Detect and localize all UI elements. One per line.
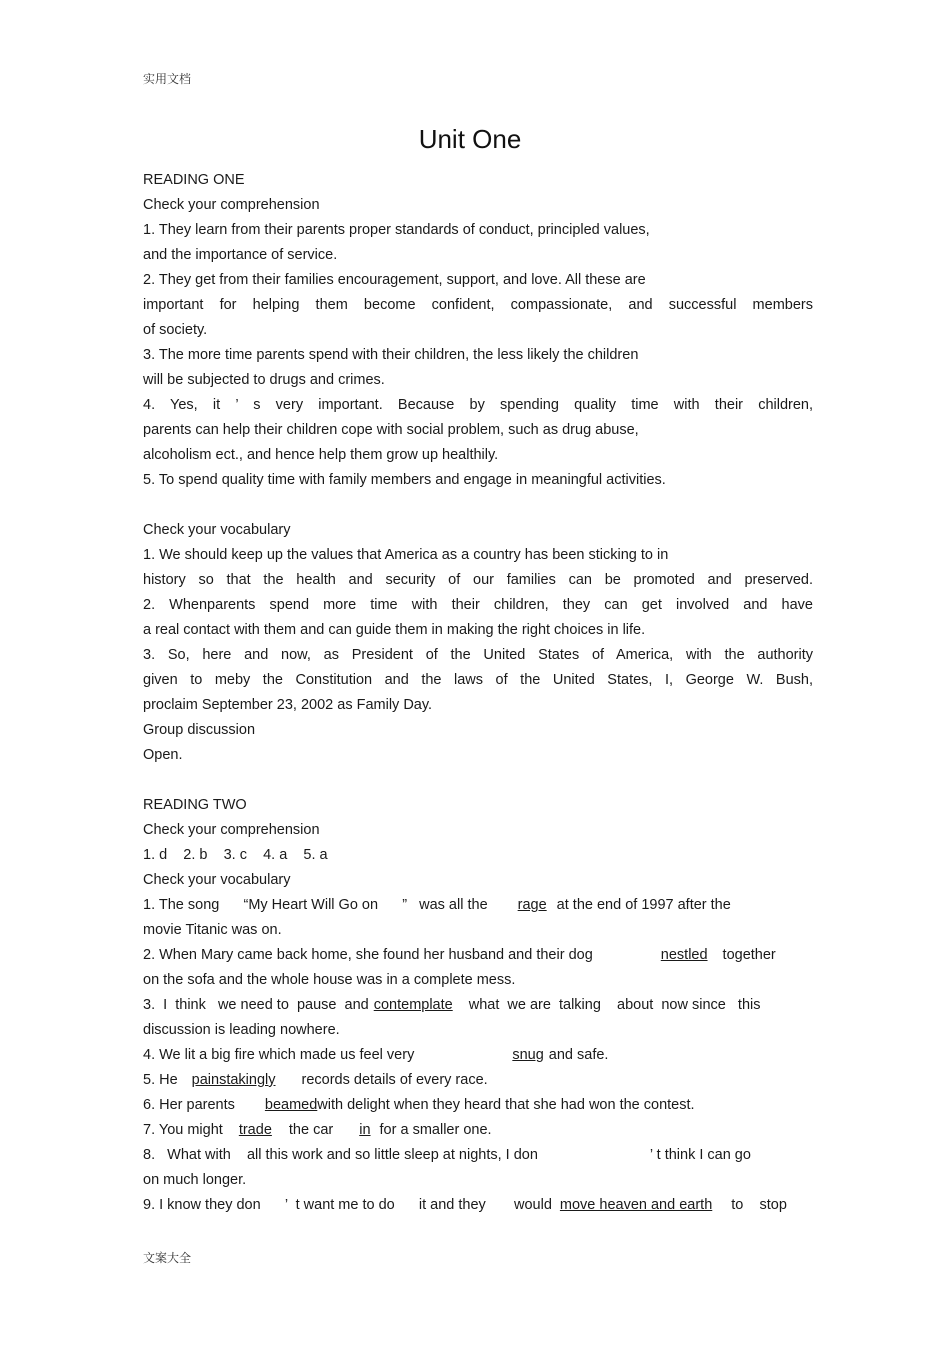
- vocab-item: 5. He painstakingly records details of every race.: [143, 1068, 813, 1093]
- comprehension-answers: [143, 218, 813, 493]
- vocab-answer: contemplate: [373, 997, 453, 1013]
- vocab-answer: in: [359, 1122, 371, 1138]
- vocab-answer: trade: [238, 1122, 272, 1138]
- text-line: alcoholism ect., and hence help them grow up healthily.: [143, 447, 499, 463]
- text-line: 2. They get from their families encouragement, support, and love. All these are: [143, 272, 646, 288]
- vocab-answer: move heaven and earth: [559, 1197, 713, 1213]
- vocab-answer: beamed: [264, 1097, 318, 1113]
- header-note: 实用文档: [143, 72, 192, 86]
- vocab-item: 9. I know they don ’ t want me to do it and they would move heaven and earth to stop: [143, 1193, 813, 1218]
- subsection-heading: Group discussion: [143, 722, 256, 738]
- subsection-heading: Check your vocabulary: [143, 522, 291, 538]
- section-heading: READING TWO: [143, 797, 247, 813]
- text-line: 5. To spend quality time with family members and engage in meaningful activities.: [143, 472, 666, 488]
- document-body: [143, 168, 813, 1218]
- text-line: 3. So, here and now, as President of the United States of America, with the authority: [143, 647, 813, 663]
- vocab-item: 8. What with all this work and so little sleep at nights, I don ’ t think I can go: [143, 1147, 751, 1163]
- text-line: 2. Whenparents spend more time with their children, they can get involved and have: [143, 597, 813, 613]
- text-line: given to meby the Constitution and the laws of the United States, I, George W. Bush,: [143, 672, 813, 688]
- vocab-item-cont: on the sofa and the whole house was in a complete mess.: [143, 972, 516, 988]
- subsection-heading: Check your vocabulary: [143, 872, 291, 888]
- vocab-item: 1. The song “My Heart Will Go on ” was all the rage at the end of 1997 after the: [143, 893, 813, 918]
- text-line: a real contact with them and can guide them in making the right choices in life.: [143, 622, 646, 638]
- vocab-item-cont: movie Titanic was on.: [143, 922, 282, 938]
- vocab-answer: snug: [512, 1047, 544, 1063]
- vocab-item: 2. When Mary came back home, she found her husband and their dog nestled together: [143, 943, 813, 968]
- text-line: and the importance of service.: [143, 247, 338, 263]
- answer-key: 1. d 2. b 3. c 4. a 5. a: [143, 847, 328, 863]
- text-line: history so that the health and security of our families can be promoted and preserved.: [143, 572, 813, 588]
- text-line: 1. We should keep up the values that America as a country has been sticking to in: [143, 547, 669, 563]
- vocab-answer: rage: [517, 897, 547, 913]
- vocab-item: 3. I think we need to pause and contemplate what we are talking about now since this: [143, 993, 813, 1018]
- subsection-heading: Check your comprehension: [143, 197, 320, 213]
- vocab-item: 6. Her parents beamedwith delight when they heard that she had won the contest.: [143, 1093, 813, 1118]
- vocab-item: 7. You might trade the car in for a smaller one.: [143, 1118, 813, 1143]
- text-line: important for helping them become confident, compassionate, and successful members: [143, 297, 813, 313]
- section-heading: READING ONE: [143, 172, 245, 188]
- text-line: proclaim September 23, 2002 as Family Day.: [143, 697, 433, 713]
- page-title: Unit One: [418, 124, 522, 154]
- text-line: 3. The more time parents spend with their children, the less likely the children: [143, 347, 639, 363]
- text-line: 1. They learn from their parents proper standards of conduct, principled values,: [143, 222, 650, 238]
- discussion-text: Open.: [143, 747, 183, 763]
- text-line: 4. Yes, it ’ s very important. Because by spending quality time with their children,: [143, 397, 813, 413]
- text-line: of society.: [143, 322, 208, 338]
- vocab-item-cont: discussion is leading nowhere.: [143, 1022, 340, 1038]
- text-line: parents can help their children cope with social problem, such as drug abuse,: [143, 422, 639, 438]
- vocab-item-cont: on much longer.: [143, 1172, 247, 1188]
- text-line: will be subjected to drugs and crimes.: [143, 372, 385, 388]
- footer-note: 文案大全: [143, 1251, 192, 1265]
- vocab-item: 4. We lit a big fire which made us feel very snug and safe.: [143, 1043, 813, 1068]
- vocab-answer: nestled: [660, 947, 708, 963]
- vocabulary-answers: [143, 543, 813, 718]
- subsection-heading: Check your comprehension: [143, 822, 320, 838]
- vocab-answer: painstakingly: [191, 1072, 276, 1088]
